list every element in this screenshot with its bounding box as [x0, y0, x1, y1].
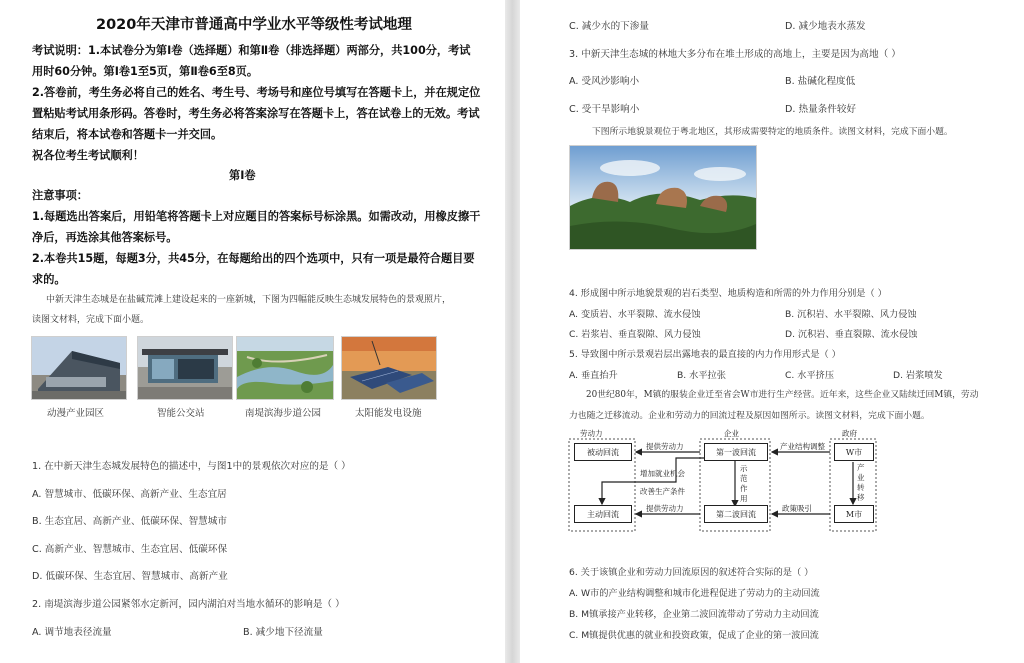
photo-smart-bus-stop [137, 336, 233, 400]
q4-option-a: A. 变质岩、水平裂隙、流水侵蚀 [569, 309, 701, 320]
diagram-label-demonstration: 示范作用 [740, 464, 748, 503]
photo-danxia-landform [569, 145, 757, 250]
diagram-w-city: W市 [834, 443, 874, 461]
note-line: 2.本卷共15题，每题3分，共45分，在每题给出的四个选项中，只有一项是最符合题目要 [32, 252, 475, 265]
q6-option-b: B. M镇承接产业转移，企业第二波回流带动了劳动力主动回流 [569, 609, 819, 620]
question-3: 3. 中新天津生态城的林地大多分布在堆土形成的高地上，主要是因为高地（ ） [569, 49, 901, 60]
left-page [0, 0, 505, 663]
q1-option-b: B. 生态宜居、高新产业、低碳环保、智慧城市 [32, 516, 227, 527]
diagram-label-provide-labor: 提供劳动力 [646, 504, 684, 513]
diagram-col-enterprise: 企业 [724, 429, 739, 438]
diagram-second-wave: 第二波回流 [704, 505, 768, 523]
q4-option-b: B. 沉积岩、水平裂隙、风力侵蚀 [785, 309, 917, 320]
question-2: 2. 南堤滨海步道公园紧邻水定新河，园内湖泊对当地水循环的影响是（ ） [32, 599, 345, 610]
instruction-line: 用时60分钟。第Ⅰ卷1至5页，第Ⅱ卷6至8页。 [32, 65, 259, 78]
q3-option-d: D. 热量条件较好 [785, 104, 857, 115]
q6-option-c: C. M镇提供优惠的就业和投资政策，促成了企业的第一波回流 [569, 630, 819, 641]
photo-caption: 动漫产业园区 [47, 408, 105, 419]
q2-option-d: D. 减少地表水蒸发 [785, 21, 866, 32]
photo-caption: 太阳能发电设施 [355, 408, 422, 419]
diagram-label-transfer: 产业转移 [857, 463, 865, 502]
intro-landform: 下图所示地貌景观位于粤北地区，其形成需要特定的地质条件。读图文材料，完成下面小题。 [592, 127, 953, 137]
q2-option-a: A. 调节地表径流量 [32, 627, 112, 638]
q3-option-b: B. 盐碱化程度低 [785, 76, 856, 87]
photo-caption: 南堤滨海步道公园 [245, 408, 322, 419]
instruction-line: 2.答卷前，考生务必将自己的姓名、考生号、考场号和座位号填写在答题卡上，并在规定位 [32, 86, 481, 99]
diagram-m-city: M市 [834, 505, 874, 523]
diagram-first-wave: 第一波回流 [704, 443, 768, 461]
diagram-label-provide-labor: 提供劳动力 [646, 442, 684, 451]
photo-anime-park [31, 336, 127, 400]
intro-line: 读图文材料，完成下面小题。 [32, 315, 150, 325]
q5-option-b: B. 水平拉张 [677, 370, 726, 381]
q4-option-d: D. 沉积岩、垂直裂隙、流水侵蚀 [785, 329, 918, 340]
q1-option-c: C. 高新产业、智慧城市、生态宜居、低碳环保 [32, 544, 228, 555]
q4-option-c: C. 岩浆岩、垂直裂隙、风力侵蚀 [569, 329, 701, 340]
instruction-line: 置粘贴考试用条形码。答卷时，考生务必将答案涂写在答题卡上，答在试卷上的无效。考试 [32, 107, 480, 120]
diagram-col-labor: 劳动力 [580, 429, 603, 438]
diagram-active-return: 主动回流 [574, 505, 632, 523]
diagram-label-policy: 政策吸引 [782, 504, 812, 513]
question-1: 1. 在中新天津生态城发展特色的描述中，与图1中的景观依次对应的是（ ） [32, 461, 351, 472]
note-line: 求的。 [32, 273, 66, 286]
intro-migration: 20世纪80年，M镇的服装企业迁至省会W市进行生产经营。近年来，这些企业又陆续迁回M镇，劳动 [586, 390, 979, 400]
question-4: 4. 形成图中所示地貌景观的岩石类型、地质构造和所需的外力作用分别是（ ） [569, 288, 887, 299]
photo-caption: 智能公交站 [157, 408, 205, 419]
instruction-line: 结束后，将本试卷和答题卡一并交回。 [32, 128, 223, 141]
q2-option-b: B. 减少地下径流量 [243, 627, 323, 638]
q1-option-d: D. 低碳环保、生态宜居、智慧城市、高新产业 [32, 571, 228, 582]
note-line: 净后，再选涂其他答案标号。 [32, 231, 178, 244]
diagram-col-government: 政府 [842, 429, 857, 438]
diagram-passive-return: 被动回流 [574, 443, 632, 461]
q6-option-a: A. W市的产业结构调整和城市化进程促进了劳动力的主动回流 [569, 588, 820, 599]
intro-migration: 力也随之迁移流动。企业和劳动力的回流过程及原因如图所示。读图文材料，完成下面小题。 [569, 411, 930, 421]
photo-solar-facility [341, 336, 437, 400]
photo-seaside-park [236, 336, 334, 400]
q5-option-d: D. 岩浆喷发 [893, 370, 943, 381]
instruction-line: 考试说明：1.本试卷分为第Ⅰ卷（选择题）和第Ⅱ卷（排选择题）两部分，共100分，考试 [32, 44, 471, 57]
diagram-label-improve: 改善生产条件 [640, 487, 685, 496]
q2-option-c: C. 减少水的下渗量 [569, 21, 649, 32]
page-gutter [505, 0, 520, 663]
q3-option-a: A. 受风沙影响小 [569, 76, 640, 87]
return-flow-diagram [568, 428, 878, 532]
diagram-label-industry-adjust: 产业结构调整 [780, 442, 825, 451]
section-title: 第Ⅰ卷 [229, 169, 256, 182]
notes-title: 注意事项： [32, 189, 88, 202]
q5-option-c: C. 水平挤压 [785, 370, 835, 381]
exam-title: 2020年天津市普通高中学业水平等级性考试地理 [96, 17, 412, 33]
right-page [520, 0, 1024, 663]
q1-option-a: A. 智慧城市、低碳环保、高新产业、生态宜居 [32, 489, 227, 500]
q3-option-c: C. 受干旱影响小 [569, 104, 640, 115]
q5-option-a: A. 垂直抬升 [569, 370, 618, 381]
diagram-label-jobs: 增加就业机会 [640, 469, 685, 478]
question-6: 6. 关于该镇企业和劳动力回流原因的叙述符合实际的是（ ） [569, 567, 814, 578]
instruction-line: 祝各位考生考试顺利！ [32, 149, 144, 162]
question-5: 5. 导致图中所示景观岩层出露地表的最直接的内力作用形式是（ ） [569, 349, 841, 360]
intro-line: 中新天津生态城是在盐碱荒滩上建设起来的一座新城，下图为四幅能反映生态城发展特色的景观照片， [46, 295, 452, 305]
note-line: 1.每题选出答案后，用铅笔将答题卡上对应题目的答案标号标涂黑。如需改动，用橡皮擦干 [32, 210, 481, 223]
